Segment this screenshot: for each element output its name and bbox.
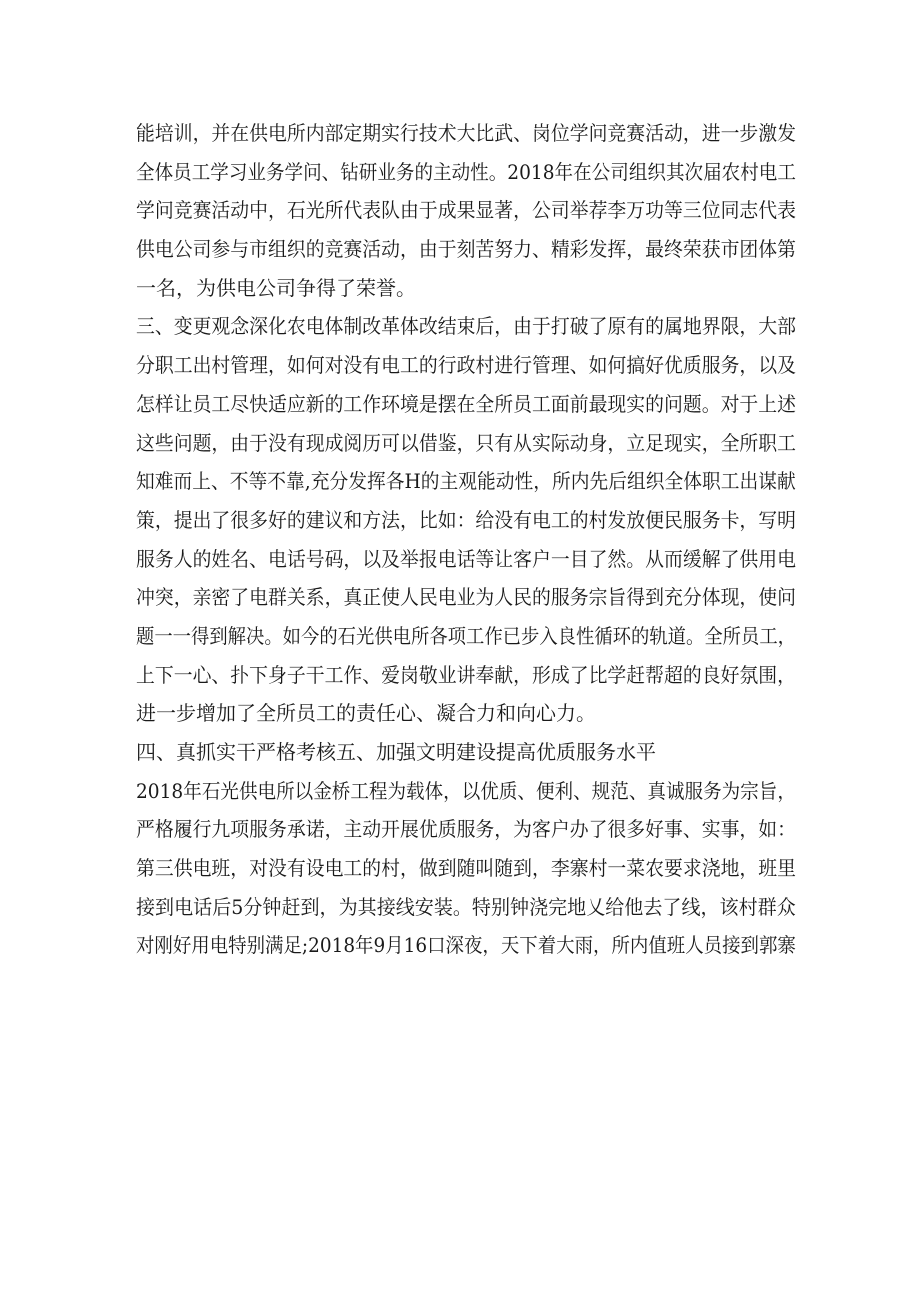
text-line: 题一一得到解决。如今的石光供电所各项工作已步入良性循环的轨道。全所员工， (136, 623, 796, 648)
text-line: 2018年石光供电所以金桥工程为载体，以优质、便利、规范、真诚服务为宗旨， (136, 778, 796, 803)
text-line: 怎样让员工尽快适应新的工作环境是摆在全所员工面前最现实的问题。对于上述 (136, 391, 796, 416)
text-line: 这些问题，由于没有现成阅历可以借鉴，只有从实际动身，立足现实，全所职工 (136, 430, 796, 455)
text-line: 上下一心、扑下身子干工作、爱岗敬业讲奉献，形成了比学赶帮超的良好氛围， (136, 662, 796, 687)
text-line: 供电公司参与市组织的竞赛活动，由于刻苦努力、精彩发挥，最终荣获市团体第 (136, 237, 796, 262)
text-line: 第三供电班，对没有设电工的村，做到随叫随到，李寨村一菜农要求浇地，班里 (136, 856, 796, 881)
text-line: 对刚好用电特别满足;2018年9月16口深夜，天下着大雨，所内值班人员接到郭寨 (136, 933, 796, 958)
text-line: 知难而上、不等不靠,充分发挥各H的主观能动性，所内先后组织全体职工出谋献 (136, 469, 796, 494)
text-line: 全体员工学习业务学问、钻研业务的主动性。2018年在公司组织其次届农村电工 (136, 159, 796, 184)
text-line: 进一步增加了全所员工的责任心、凝合力和向心力。 (136, 701, 596, 726)
section-heading-line: 三、变更观念深化农电体制改革体改结束后，由于打破了原有的属地界限，大部 (136, 314, 796, 339)
text-line: 一名，为供电公司争得了荣誉。 (136, 275, 416, 300)
text-line: 学问竞赛活动中，石光所代表队由于成果显著，公司举荐李万功等三位同志代表 (136, 198, 796, 223)
text-line: 分职工出村管理，如何对没有电工的行政村进行管理、如何搞好优质服务，以及 (136, 353, 796, 378)
text-line: 接到电话后5分钟赶到，为其接线安装。特别钟浇完地乂给他去了线，该村群众 (136, 894, 796, 919)
text-line: 能培训，并在供电所内部定期实行技术大比武、岗位学问竞赛活动，进一步激发 (136, 121, 796, 145)
section-heading-line: 四、真抓实干严格考核五、加强文明建设提高优质服务水平 (136, 740, 656, 764)
text-line: 策，提出了很多好的建议和方法，比如：给没有电工的村发放便民服务卡，写明 (136, 507, 796, 532)
text-line: 服务人的姓名、电话号码，以及举报电话等让客户一目了然。从而缓解了供用电 (136, 546, 796, 571)
text-line: 冲突，亲密了电群关系，真正使人民电业为人民的服务宗旨得到充分体现，使问 (136, 585, 796, 610)
body-text (136, 114, 796, 965)
text-line: 严格履行九项服务承诺，主动开展优质服务，为客户办了很多好事、实事，如： (136, 817, 796, 842)
